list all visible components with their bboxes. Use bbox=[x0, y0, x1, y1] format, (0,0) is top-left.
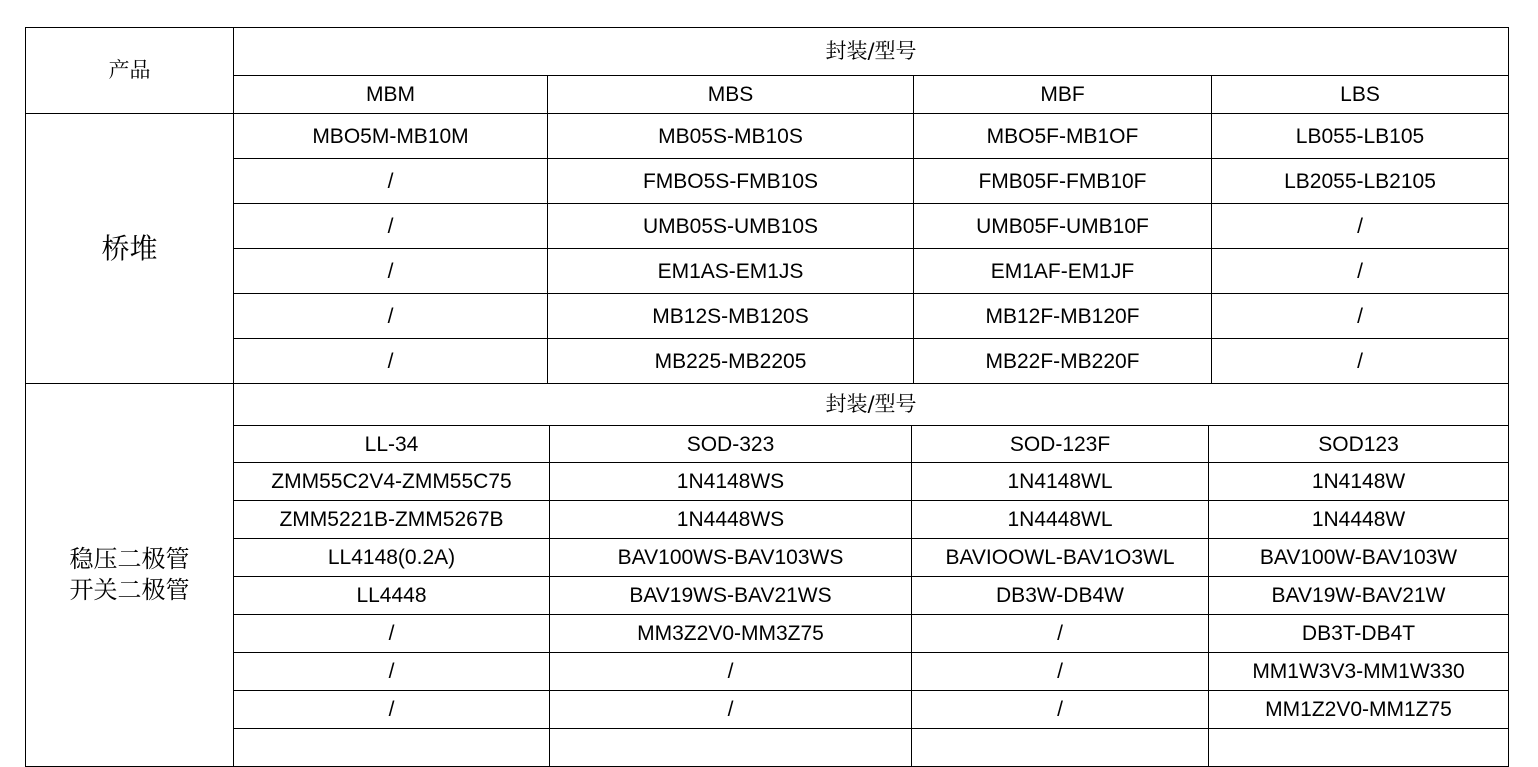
table-cell: MB22F-MB220F bbox=[914, 339, 1212, 384]
table-row bbox=[26, 577, 1509, 615]
table-cell: UMB05F-UMB10F bbox=[914, 204, 1212, 249]
table-cell: MB05S-MB10S bbox=[548, 114, 914, 159]
column-header-ll34: LL-34 bbox=[234, 426, 550, 463]
table-cell: / bbox=[234, 294, 548, 339]
table-cell: MBO5F-MB1OF bbox=[914, 114, 1212, 159]
table-cell: / bbox=[234, 691, 550, 729]
table-cell bbox=[912, 729, 1209, 767]
table-cell: 1N4148WL bbox=[912, 463, 1209, 501]
table-cell: 1N4148W bbox=[1209, 463, 1509, 501]
table-cell: ZMM55C2V4-ZMM55C75 bbox=[234, 463, 550, 501]
table-cell: MB12F-MB120F bbox=[914, 294, 1212, 339]
table-cell: / bbox=[1212, 339, 1509, 384]
table-row bbox=[26, 204, 1509, 249]
table-cell bbox=[1209, 729, 1509, 767]
table-cell: EM1AS-EM1JS bbox=[548, 249, 914, 294]
table-cell: / bbox=[234, 159, 548, 204]
table-cell: LB2055-LB2105 bbox=[1212, 159, 1509, 204]
package-header: 封装/型号 bbox=[234, 384, 1509, 426]
table-cell: MBO5M-MB10M bbox=[234, 114, 548, 159]
table-row bbox=[26, 294, 1509, 339]
column-header-mbf: MBF bbox=[914, 76, 1212, 114]
package-header: 封装/型号 bbox=[234, 28, 1509, 76]
table-cell: / bbox=[1212, 204, 1509, 249]
table-cell: MB225-MB2205 bbox=[548, 339, 914, 384]
table-cell: MM1W3V3-MM1W330 bbox=[1209, 653, 1509, 691]
product-header: 产品 bbox=[26, 28, 234, 114]
table-cell: LB055-LB105 bbox=[1212, 114, 1509, 159]
column-header-lbs: LBS bbox=[1212, 76, 1509, 114]
table-cell: FMB05F-FMB10F bbox=[914, 159, 1212, 204]
column-header-sod323: SOD-323 bbox=[550, 426, 912, 463]
table-cell: / bbox=[912, 615, 1209, 653]
table-cell: UMB05S-UMB10S bbox=[548, 204, 914, 249]
table-cell: / bbox=[1212, 294, 1509, 339]
table-cell: LL4148(0.2A) bbox=[234, 539, 550, 577]
table-row bbox=[26, 615, 1509, 653]
table-cell: 1N4148WS bbox=[550, 463, 912, 501]
table-cell: BAV100W-BAV103W bbox=[1209, 539, 1509, 577]
column-header-mbs: MBS bbox=[548, 76, 914, 114]
table-cell: / bbox=[234, 204, 548, 249]
table-cell: / bbox=[234, 249, 548, 294]
table-cell: / bbox=[912, 691, 1209, 729]
table-row bbox=[26, 114, 1509, 159]
table-cell: EM1AF-EM1JF bbox=[914, 249, 1212, 294]
table-row bbox=[26, 159, 1509, 204]
column-header-sod123: SOD123 bbox=[1209, 426, 1509, 463]
table-cell: LL4448 bbox=[234, 577, 550, 615]
table-row bbox=[26, 729, 1509, 767]
table-row bbox=[26, 463, 1509, 501]
column-header-sod123f: SOD-123F bbox=[912, 426, 1209, 463]
table-cell: DB3T-DB4T bbox=[1209, 615, 1509, 653]
table-row bbox=[26, 539, 1509, 577]
table-row bbox=[26, 653, 1509, 691]
bridge-rectifier-table bbox=[25, 27, 1509, 384]
table-row bbox=[26, 691, 1509, 729]
table-cell: / bbox=[1212, 249, 1509, 294]
table-cell: 1N4448W bbox=[1209, 501, 1509, 539]
table-cell bbox=[234, 729, 550, 767]
table-cell: BAV19W-BAV21W bbox=[1209, 577, 1509, 615]
table-cell: BAV100WS-BAV103WS bbox=[550, 539, 912, 577]
table-row bbox=[26, 501, 1509, 539]
table-cell: 1N4448WL bbox=[912, 501, 1209, 539]
table-cell: MM3Z2V0-MM3Z75 bbox=[550, 615, 912, 653]
table-row bbox=[26, 249, 1509, 294]
table-cell: / bbox=[234, 615, 550, 653]
table-cell: / bbox=[550, 653, 912, 691]
table-cell bbox=[550, 729, 912, 767]
table-row bbox=[26, 339, 1509, 384]
category-label-switching: 开关二极管 bbox=[69, 576, 190, 604]
table-cell: DB3W-DB4W bbox=[912, 577, 1209, 615]
category-label-zener: 稳压二极管 bbox=[69, 545, 190, 573]
table-cell: / bbox=[912, 653, 1209, 691]
table-cell: BAVIOOWL-BAV1O3WL bbox=[912, 539, 1209, 577]
diode-table bbox=[25, 383, 1509, 767]
table-cell: BAV19WS-BAV21WS bbox=[550, 577, 912, 615]
table-cell: 1N4448WS bbox=[550, 501, 912, 539]
category-label-diodes bbox=[26, 384, 234, 767]
table-cell: / bbox=[550, 691, 912, 729]
table-cell: MM1Z2V0-MM1Z75 bbox=[1209, 691, 1509, 729]
table-cell: MB12S-MB120S bbox=[548, 294, 914, 339]
table-cell: / bbox=[234, 653, 550, 691]
table-cell: FMBO5S-FMB10S bbox=[548, 159, 914, 204]
table-cell: ZMM5221B-ZMM5267B bbox=[234, 501, 550, 539]
category-label-bridge: 桥堆 bbox=[26, 114, 234, 384]
column-header-mbm: MBM bbox=[234, 76, 548, 114]
table-cell: / bbox=[234, 339, 548, 384]
